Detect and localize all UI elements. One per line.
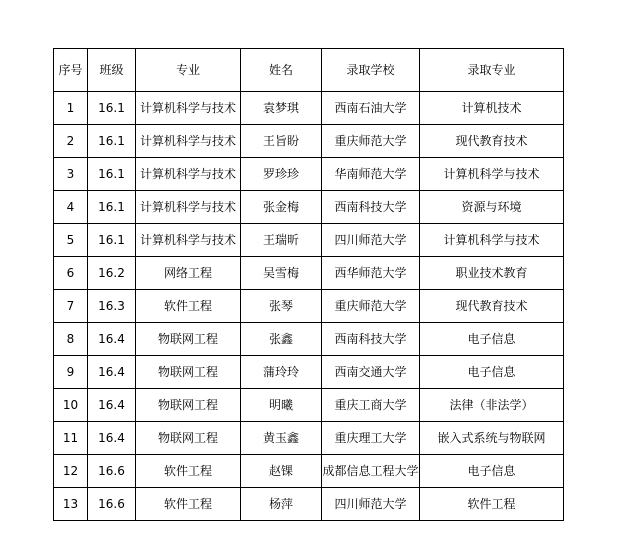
- cell-major: 计算机科学与技术: [136, 92, 241, 125]
- cell-class: 16.3: [88, 290, 136, 323]
- cell-major: 物联网工程: [136, 389, 241, 422]
- table-row: [54, 257, 564, 290]
- cell-index: 8: [54, 323, 88, 356]
- table-row: [54, 125, 564, 158]
- cell-major: 网络工程: [136, 257, 241, 290]
- cell-name: 杨萍: [241, 488, 322, 521]
- table-row: [54, 356, 564, 389]
- cell-admitted-major: 计算机技术: [420, 92, 564, 125]
- cell-admitted-school: 重庆师范大学: [322, 290, 420, 323]
- column-header-name: 姓名: [241, 49, 322, 92]
- cell-class: 16.4: [88, 356, 136, 389]
- table-row: [54, 455, 564, 488]
- cell-admitted-school: 四川师范大学: [322, 488, 420, 521]
- cell-index: 13: [54, 488, 88, 521]
- column-header-class: 班级: [88, 49, 136, 92]
- table-row: [54, 191, 564, 224]
- cell-major: 物联网工程: [136, 356, 241, 389]
- cell-class: 16.6: [88, 455, 136, 488]
- cell-admitted-school: 西南科技大学: [322, 191, 420, 224]
- cell-index: 11: [54, 422, 88, 455]
- cell-name: 王旨盼: [241, 125, 322, 158]
- admissions-table: [53, 48, 564, 521]
- cell-admitted-school: 西华师范大学: [322, 257, 420, 290]
- header-row: [54, 49, 564, 92]
- cell-major: 软件工程: [136, 455, 241, 488]
- cell-class: 16.1: [88, 191, 136, 224]
- cell-admitted-major: 计算机科学与技术: [420, 224, 564, 257]
- cell-name: 明曦: [241, 389, 322, 422]
- cell-admitted-major: 法律（非法学）: [420, 389, 564, 422]
- table-row: [54, 158, 564, 191]
- cell-name: 张琴: [241, 290, 322, 323]
- column-header-major: 专业: [136, 49, 241, 92]
- cell-admitted-school: 西南科技大学: [322, 323, 420, 356]
- cell-class: 16.4: [88, 422, 136, 455]
- cell-index: 5: [54, 224, 88, 257]
- cell-admitted-major: 软件工程: [420, 488, 564, 521]
- cell-admitted-major: 嵌入式系统与物联网: [420, 422, 564, 455]
- column-header-admitted-major: 录取专业: [420, 49, 564, 92]
- cell-name: 张鑫: [241, 323, 322, 356]
- cell-admitted-major: 现代教育技术: [420, 125, 564, 158]
- table-row: [54, 92, 564, 125]
- cell-index: 6: [54, 257, 88, 290]
- cell-class: 16.1: [88, 224, 136, 257]
- cell-admitted-major: 电子信息: [420, 455, 564, 488]
- cell-admitted-school: 四川师范大学: [322, 224, 420, 257]
- cell-admitted-school: 华南师范大学: [322, 158, 420, 191]
- cell-major: 计算机科学与技术: [136, 125, 241, 158]
- cell-admitted-major: 电子信息: [420, 356, 564, 389]
- cell-admitted-school: 重庆理工大学: [322, 422, 420, 455]
- cell-name: 赵锞: [241, 455, 322, 488]
- cell-index: 3: [54, 158, 88, 191]
- cell-major: 计算机科学与技术: [136, 224, 241, 257]
- cell-name: 吴雪梅: [241, 257, 322, 290]
- table-row: [54, 224, 564, 257]
- cell-name: 罗珍珍: [241, 158, 322, 191]
- cell-admitted-school: 西南交通大学: [322, 356, 420, 389]
- cell-class: 16.1: [88, 92, 136, 125]
- cell-index: 7: [54, 290, 88, 323]
- cell-admitted-school: 成都信息工程大学: [322, 455, 420, 488]
- cell-class: 16.1: [88, 125, 136, 158]
- column-header-index: 序号: [54, 49, 88, 92]
- cell-name: 王瑞昕: [241, 224, 322, 257]
- cell-index: 4: [54, 191, 88, 224]
- cell-index: 1: [54, 92, 88, 125]
- table-body: [54, 92, 564, 521]
- cell-class: 16.2: [88, 257, 136, 290]
- cell-major: 软件工程: [136, 290, 241, 323]
- table-row: [54, 290, 564, 323]
- cell-admitted-major: 计算机科学与技术: [420, 158, 564, 191]
- cell-major: 物联网工程: [136, 323, 241, 356]
- table-row: [54, 389, 564, 422]
- cell-major: 计算机科学与技术: [136, 191, 241, 224]
- cell-name: 黄玉鑫: [241, 422, 322, 455]
- cell-admitted-school: 重庆师范大学: [322, 125, 420, 158]
- cell-name: 蒲玲玲: [241, 356, 322, 389]
- cell-class: 16.4: [88, 389, 136, 422]
- cell-major: 物联网工程: [136, 422, 241, 455]
- table-row: [54, 488, 564, 521]
- cell-index: 2: [54, 125, 88, 158]
- column-header-admitted-school: 录取学校: [322, 49, 420, 92]
- cell-admitted-major: 现代教育技术: [420, 290, 564, 323]
- cell-class: 16.1: [88, 158, 136, 191]
- cell-name: 袁梦琪: [241, 92, 322, 125]
- cell-name: 张金梅: [241, 191, 322, 224]
- cell-class: 16.4: [88, 323, 136, 356]
- cell-admitted-school: 西南石油大学: [322, 92, 420, 125]
- table-header: [54, 49, 564, 92]
- cell-major: 计算机科学与技术: [136, 158, 241, 191]
- cell-index: 12: [54, 455, 88, 488]
- cell-admitted-major: 电子信息: [420, 323, 564, 356]
- cell-index: 10: [54, 389, 88, 422]
- table-row: [54, 323, 564, 356]
- table-row: [54, 422, 564, 455]
- cell-admitted-major: 职业技术教育: [420, 257, 564, 290]
- cell-admitted-major: 资源与环境: [420, 191, 564, 224]
- cell-admitted-school: 重庆工商大学: [322, 389, 420, 422]
- cell-index: 9: [54, 356, 88, 389]
- cell-major: 软件工程: [136, 488, 241, 521]
- cell-class: 16.6: [88, 488, 136, 521]
